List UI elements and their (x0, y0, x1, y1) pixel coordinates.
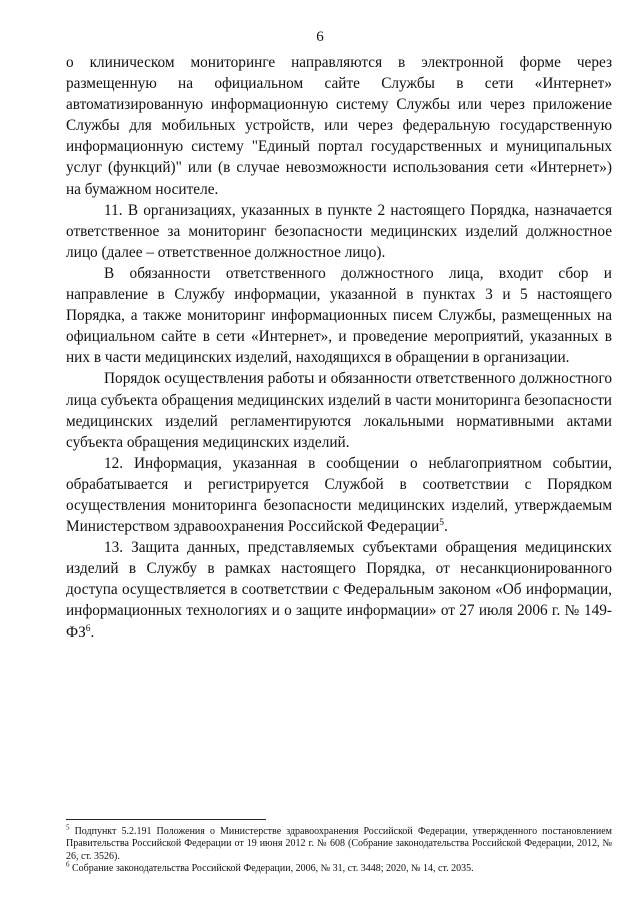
paragraph-text: 11. В организациях, указанных в пункте 2 настоящего Порядка, назначается ответственное за мониторинг безопасности медицинских изделий должностное лицо (далее – ответственное должностное лицо). (66, 201, 612, 261)
paragraph-tail: . (90, 623, 95, 641)
paragraph-13 (66, 537, 612, 642)
footnote-divider (66, 819, 266, 820)
paragraph-text: о клиническом мониторинге направляются в электронной форме через размещенную на официальном сайте Службы в сети «Интернет» автоматизированную информационную систему Службы или через приложение Службы для мобильных устройств, или через федеральную государственную информационную систему "Единый портал государственных и муниципальных услуг (функций)" или (в случае невозможности использования сети «Интернет») на бумажном носителе. (66, 54, 612, 198)
footnotes (66, 823, 612, 875)
footnote-ref: 5 (439, 517, 445, 528)
paragraph-text: 12. Информация, указанная в сообщении о неблагоприятном событии, обрабатывается и регистрируется Службой в соответствии с Порядком осуществления мониторинга безопасности медицинских изделий, утверждаемым Министерством здравоохранения Российской Федерации (66, 454, 612, 536)
footnote-ref: 6 (85, 623, 91, 634)
footnote-number: 5 (66, 823, 70, 832)
footnote-text: Подпункт 5.2.191 Положения о Министерстве здравоохранения Российской Федерации, утвержденного постановлением Правительства Российской Федерации от 19 июня 2012 г. № 608 (Собрание законодательства Российской Федерации, 2012, № 26, ст. 3526). (66, 826, 612, 862)
paragraph-text: В обязанности ответственного должностного лица, входит сбор и направление в Службу информации, указанной в пунктах 3 и 5 настоящего Порядка, а также мониторинг информационных писем Службы, размещенных на официальном сайте в сети «Интернет», и проведение мероприятий, указанных в них в части медицинских изделий, находящихся в обращении в организации. (66, 264, 612, 367)
paragraph-12 (66, 453, 612, 537)
paragraph-text: 13. Защита данных, представляемых субъектами обращения медицинских изделий в Службу в рамках настоящего Порядка, от несанкционированного доступа осуществляется в соответствии с Федеральным законом «Об информации, информационных технологиях и о защите информации» от 27 июля 2006 г. № 149-ФЗ (66, 539, 612, 641)
paragraph-text: Порядок осуществления работы и обязанности ответственного должностного лица субъекта обращения медицинских изделий в части мониторинга безопасности медицинских изделий регламентируются локальными нормативными актами субъекта обращения медицинских изделий. (66, 370, 612, 451)
page-number: 6 (316, 29, 324, 45)
paragraph-11 (66, 200, 612, 263)
paragraph-tail: . (444, 518, 448, 536)
paragraph-procedure (66, 368, 612, 452)
paragraph-responsibilities (66, 263, 612, 368)
footnote-text: Собрание законодательства Российской Федерации, 2006, № 31, ст. 3448; 2020, № 14, ст. 2035. (69, 862, 474, 874)
footnote-5 (66, 823, 612, 863)
paragraph-continuation (66, 52, 612, 200)
footnote-6 (66, 860, 612, 875)
footnote-number: 6 (66, 860, 70, 869)
body-text (66, 52, 612, 643)
